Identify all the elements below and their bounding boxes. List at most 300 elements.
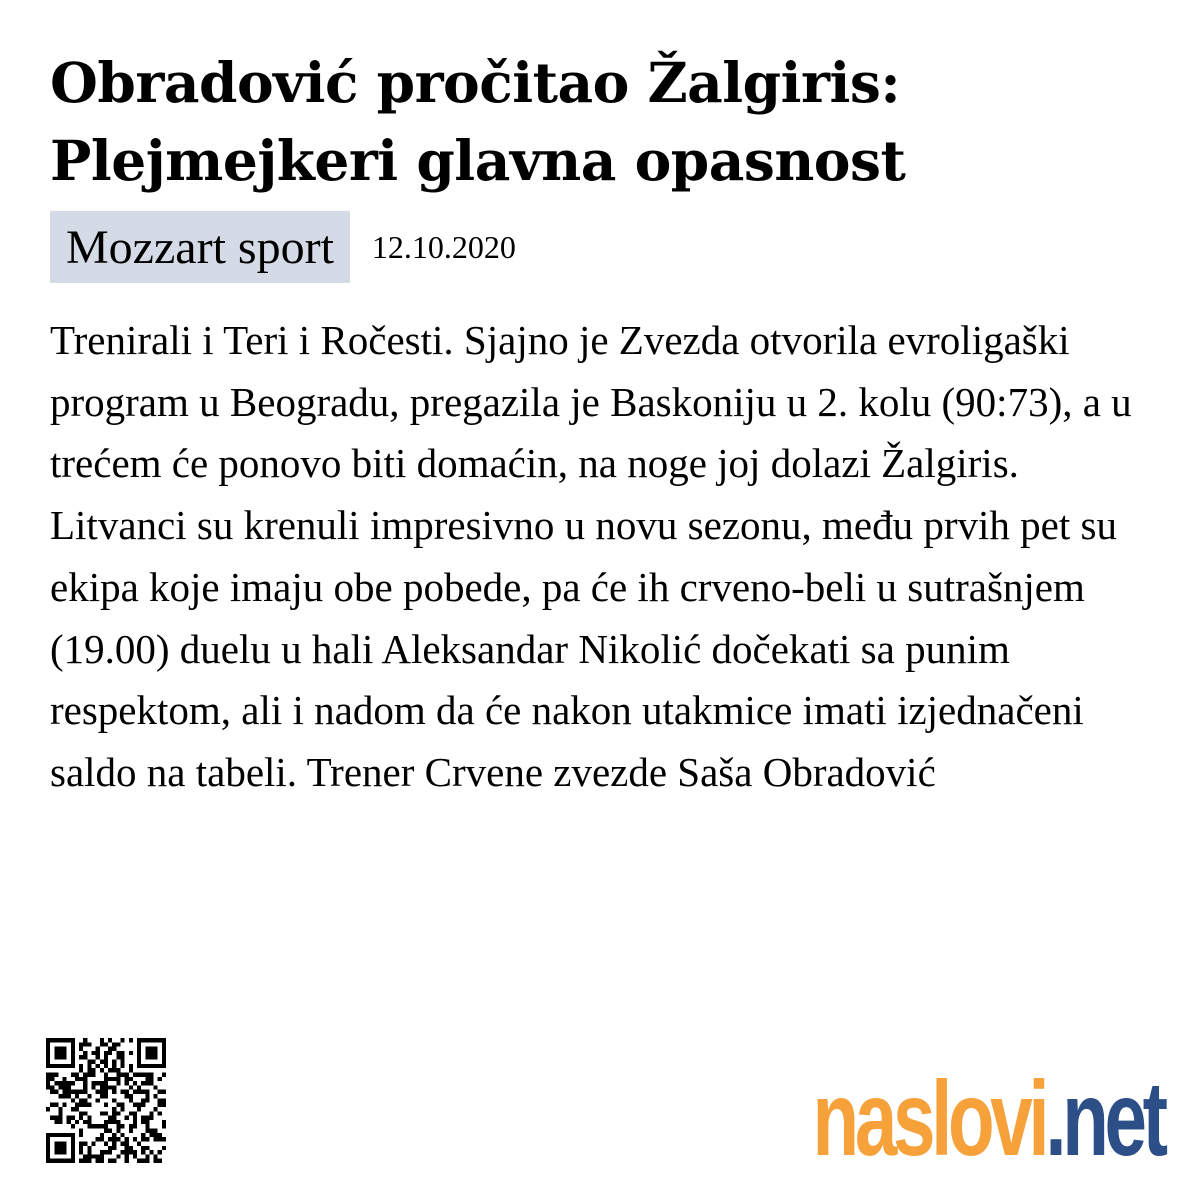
qr-module (79, 1133, 83, 1137)
qr-module (141, 1150, 145, 1154)
qr-module (129, 1068, 133, 1072)
qr-module (162, 1098, 166, 1102)
qr-module (96, 1090, 100, 1094)
qr-module (87, 1103, 91, 1107)
qr-module (46, 1077, 50, 1081)
qr-module (92, 1124, 96, 1128)
qr-module (83, 1081, 87, 1085)
qr-module (100, 1060, 104, 1064)
qr-module (71, 1124, 75, 1128)
qr-module (79, 1111, 83, 1115)
qr-module (63, 1081, 67, 1085)
qr-module (137, 1103, 141, 1107)
qr-module (112, 1077, 116, 1081)
qr-module (129, 1064, 133, 1068)
qr-module (92, 1072, 96, 1076)
qr-module (100, 1137, 104, 1141)
qr-module (87, 1064, 91, 1068)
qr-module (162, 1090, 166, 1094)
qr-module (145, 1098, 149, 1102)
qr-module (46, 1085, 50, 1089)
qr-module (87, 1159, 91, 1163)
qr-module (162, 1146, 166, 1150)
qr-module (141, 1072, 145, 1076)
qr-module (87, 1116, 91, 1120)
qr-module (120, 1090, 124, 1094)
qr-module (87, 1094, 91, 1098)
qr-module (46, 1107, 50, 1111)
qr-module (87, 1120, 91, 1124)
qr-module (120, 1103, 124, 1107)
qr-module (87, 1124, 91, 1128)
qr-module (133, 1090, 137, 1094)
qr-module (116, 1111, 120, 1115)
qr-module (112, 1064, 116, 1068)
qr-module (137, 1141, 141, 1145)
qr-module (108, 1077, 112, 1081)
qr-module (129, 1124, 133, 1128)
qr-module (79, 1042, 83, 1046)
qr-module (141, 1137, 145, 1141)
qr-module (71, 1116, 75, 1120)
qr-module (116, 1137, 120, 1141)
qr-module (87, 1042, 91, 1046)
qr-module (120, 1107, 124, 1111)
qr-module (129, 1051, 133, 1055)
qr-module (125, 1154, 129, 1158)
qr-module (120, 1055, 124, 1059)
qr-module (58, 1111, 62, 1115)
qr-module (79, 1129, 83, 1133)
qr-module (96, 1124, 100, 1128)
qr-module (79, 1141, 83, 1145)
qr-module (116, 1081, 120, 1085)
qr-module (154, 1137, 158, 1141)
qr-module (79, 1116, 83, 1120)
qr-module (133, 1103, 137, 1107)
qr-module (67, 1081, 71, 1085)
qr-module (58, 1081, 62, 1085)
qr-module (141, 1120, 145, 1124)
qr-module (79, 1068, 83, 1072)
qr-module (71, 1081, 75, 1085)
qr-module (79, 1103, 83, 1107)
qr-module (58, 1116, 62, 1120)
qr-module (54, 1103, 58, 1107)
qr-module (125, 1146, 129, 1150)
qr-module (129, 1085, 133, 1089)
qr-module (112, 1116, 116, 1120)
qr-module (149, 1072, 153, 1076)
qr-module (87, 1068, 91, 1072)
qr-module (129, 1038, 133, 1042)
qr-module (71, 1090, 75, 1094)
qr-module (79, 1159, 83, 1163)
qr-module (120, 1150, 124, 1154)
qr-module (120, 1124, 124, 1128)
qr-module (108, 1146, 112, 1150)
qr-module (83, 1098, 87, 1102)
qr-module (100, 1094, 104, 1098)
qr-module (50, 1090, 54, 1094)
qr-module (50, 1072, 54, 1076)
qr-module (71, 1107, 75, 1111)
qr-module (54, 1081, 58, 1085)
qr-module (116, 1068, 120, 1072)
qr-module (100, 1090, 104, 1094)
qr-module (87, 1154, 91, 1158)
qr-module (116, 1154, 120, 1158)
qr-module (162, 1103, 166, 1107)
qr-module (112, 1141, 116, 1145)
qr-module (104, 1090, 108, 1094)
qr-module (125, 1094, 129, 1098)
qr-module (112, 1098, 116, 1102)
qr-module (149, 1081, 153, 1085)
qr-module (96, 1159, 100, 1163)
qr-module (141, 1090, 145, 1094)
qr-module (108, 1116, 112, 1120)
qr-module (83, 1103, 87, 1107)
qr-module (96, 1051, 100, 1055)
headline-line-1: Obradović pročitao Žalgiris: (50, 50, 901, 115)
qr-module (129, 1146, 133, 1150)
qr-module (145, 1081, 149, 1085)
qr-module (125, 1159, 129, 1163)
qr-module (104, 1060, 108, 1064)
qr-module (120, 1038, 124, 1042)
qr-module (133, 1081, 137, 1085)
logo-text-naslovi: naslovi (812, 1060, 1046, 1178)
qr-module (145, 1116, 149, 1120)
qr-module (104, 1150, 108, 1154)
qr-module (87, 1060, 91, 1064)
qr-module (79, 1047, 83, 1051)
qr-module (83, 1141, 87, 1145)
qr-module (75, 1103, 79, 1107)
qr-module (58, 1094, 62, 1098)
qr-module (46, 1072, 50, 1076)
qr-code-icon[interactable] (46, 1038, 166, 1163)
qr-module (75, 1107, 79, 1111)
qr-module (149, 1150, 153, 1154)
qr-module (112, 1120, 116, 1124)
qr-module (92, 1154, 96, 1158)
qr-module (141, 1116, 145, 1120)
qr-module (141, 1103, 145, 1107)
qr-module (133, 1116, 137, 1120)
qr-module (162, 1120, 166, 1124)
qr-module (120, 1051, 124, 1055)
qr-module (158, 1133, 162, 1137)
qr-module (100, 1154, 104, 1158)
qr-module (116, 1129, 120, 1133)
qr-module (58, 1120, 62, 1124)
qr-module (100, 1133, 104, 1137)
qr-finder-top-right (137, 1038, 166, 1068)
qr-module (137, 1072, 141, 1076)
qr-module (158, 1137, 162, 1141)
source-badge[interactable]: Mozzart sport (50, 211, 350, 283)
qr-module (120, 1141, 124, 1145)
qr-module (112, 1047, 116, 1051)
qr-module (83, 1090, 87, 1094)
qr-module (129, 1098, 133, 1102)
qr-module (83, 1077, 87, 1081)
naslovi-net-logo[interactable] (812, 1060, 1164, 1178)
qr-module (58, 1107, 62, 1111)
qr-module (145, 1090, 149, 1094)
qr-module (100, 1159, 104, 1163)
qr-module (92, 1060, 96, 1064)
qr-module (120, 1064, 124, 1068)
qr-module (50, 1077, 54, 1081)
qr-module (133, 1120, 137, 1124)
qr-module (67, 1116, 71, 1120)
qr-module (79, 1146, 83, 1150)
qr-module (133, 1150, 137, 1154)
qr-module (133, 1072, 137, 1076)
qr-module (83, 1154, 87, 1158)
qr-module (50, 1085, 54, 1089)
qr-module (79, 1090, 83, 1094)
qr-module (112, 1068, 116, 1072)
qr-module (158, 1077, 162, 1081)
qr-module (145, 1154, 149, 1158)
qr-module (108, 1129, 112, 1133)
qr-module (125, 1116, 129, 1120)
qr-module (125, 1081, 129, 1085)
qr-module (112, 1090, 116, 1094)
qr-module (112, 1111, 116, 1115)
qr-module (71, 1098, 75, 1102)
qr-module (100, 1038, 104, 1042)
qr-module (75, 1090, 79, 1094)
qr-module (116, 1124, 120, 1128)
qr-module (46, 1081, 50, 1085)
qr-module (87, 1146, 91, 1150)
qr-module (158, 1090, 162, 1094)
qr-module (75, 1120, 79, 1124)
qr-module (112, 1060, 116, 1064)
qr-module (104, 1072, 108, 1076)
qr-module (83, 1120, 87, 1124)
qr-module (137, 1090, 141, 1094)
qr-module (120, 1133, 124, 1137)
qr-module (112, 1085, 116, 1089)
qr-module (100, 1085, 104, 1089)
qr-module (71, 1072, 75, 1076)
qr-module (79, 1055, 83, 1059)
qr-module (100, 1111, 104, 1115)
qr-module (145, 1124, 149, 1128)
qr-module (129, 1077, 133, 1081)
logo-text-dot: . (1045, 1060, 1063, 1178)
qr-module (116, 1077, 120, 1081)
qr-module (154, 1085, 158, 1089)
qr-module (145, 1072, 149, 1076)
qr-module (145, 1094, 149, 1098)
qr-module (162, 1137, 166, 1141)
qr-module (92, 1051, 96, 1055)
qr-module (108, 1051, 112, 1055)
qr-module (129, 1111, 133, 1115)
qr-module (104, 1120, 108, 1124)
qr-module (79, 1150, 83, 1154)
qr-module (100, 1150, 104, 1154)
qr-module (83, 1055, 87, 1059)
qr-module (92, 1085, 96, 1089)
qr-module (158, 1111, 162, 1115)
qr-module (67, 1085, 71, 1089)
qr-module (108, 1150, 112, 1154)
qr-module (162, 1072, 166, 1076)
qr-module (133, 1154, 137, 1158)
qr-module (129, 1094, 133, 1098)
qr-module (133, 1124, 137, 1128)
qr-module (67, 1094, 71, 1098)
qr-module (120, 1060, 124, 1064)
qr-module (133, 1137, 137, 1141)
qr-module (145, 1137, 149, 1141)
qr-module (112, 1133, 116, 1137)
qr-module (67, 1120, 71, 1124)
qr-module (54, 1120, 58, 1124)
qr-module (112, 1159, 116, 1163)
qr-module (108, 1120, 112, 1124)
qr-module (154, 1094, 158, 1098)
qr-module (108, 1038, 112, 1042)
qr-module (137, 1107, 141, 1111)
qr-module (96, 1098, 100, 1102)
qr-module (108, 1085, 112, 1089)
qr-module (141, 1133, 145, 1137)
qr-module (100, 1068, 104, 1072)
article-body: Trenirali i Teri i Ročesti. Sjajno je Zvezda otvorila evroligaški program u Beogradu, pregazila je Baskoniju u 2. kolu (90:73), a u trećem će ponovo biti domaćin, na noge joj dolazi Žalgiris. Litvanci su krenuli impresivno u novu sezonu, među prvih pet su ekipa koje imaju obe pobede, pa će ih crveno-beli u sutrašnjem (19.00) duelu u hali Aleksandar Nikolić dočekati sa punim respektom, ali i nadom da će nakon utakmice imati izjednačeni saldo na tabeli. Trener Crvene zvezde Saša Obradović (50, 310, 1155, 804)
qr-module (141, 1159, 145, 1163)
headline-line-2: Plejmejkeri glavna opasnost (50, 128, 906, 193)
qr-module (149, 1111, 153, 1115)
qr-module (92, 1141, 96, 1145)
qr-module (112, 1146, 116, 1150)
article-meta (50, 211, 516, 283)
qr-module (154, 1129, 158, 1133)
logo-text-net: net (1062, 1060, 1164, 1178)
qr-module (79, 1064, 83, 1068)
qr-module (58, 1085, 62, 1089)
qr-module (158, 1150, 162, 1154)
qr-module (96, 1137, 100, 1141)
qr-module (92, 1081, 96, 1085)
qr-module (145, 1077, 149, 1081)
qr-module (87, 1150, 91, 1154)
qr-module (54, 1090, 58, 1094)
qr-module (75, 1094, 79, 1098)
qr-module (83, 1038, 87, 1042)
qr-module (96, 1081, 100, 1085)
qr-module (145, 1159, 149, 1163)
qr-module (63, 1103, 67, 1107)
qr-module (149, 1077, 153, 1081)
qr-module (54, 1116, 58, 1120)
qr-module (149, 1116, 153, 1120)
qr-module (158, 1103, 162, 1107)
qr-module (96, 1055, 100, 1059)
qr-module (112, 1107, 116, 1111)
qr-finder-top-left (46, 1038, 75, 1068)
qr-module (116, 1103, 120, 1107)
qr-module (141, 1098, 145, 1102)
qr-module (75, 1077, 79, 1081)
qr-module (154, 1159, 158, 1163)
qr-module (63, 1077, 67, 1081)
qr-module (104, 1111, 108, 1115)
qr-module (125, 1072, 129, 1076)
qr-module (116, 1042, 120, 1046)
qr-module (83, 1051, 87, 1055)
qr-module (92, 1068, 96, 1072)
qr-module (154, 1107, 158, 1111)
qr-module (75, 1072, 79, 1076)
qr-module (104, 1051, 108, 1055)
qr-module (129, 1150, 133, 1154)
qr-module (104, 1055, 108, 1059)
qr-module (104, 1094, 108, 1098)
qr-module (108, 1047, 112, 1051)
qr-module (79, 1098, 83, 1102)
qr-module (104, 1042, 108, 1046)
qr-module (104, 1077, 108, 1081)
qr-module (104, 1081, 108, 1085)
qr-module (141, 1081, 145, 1085)
qr-module (108, 1137, 112, 1141)
article-headline (50, 44, 1160, 200)
qr-module (83, 1042, 87, 1046)
qr-module (100, 1124, 104, 1128)
publish-date: 12.10.2020 (371, 229, 516, 265)
qr-module (112, 1042, 116, 1046)
qr-module (96, 1047, 100, 1051)
qr-module (83, 1085, 87, 1089)
qr-module (129, 1129, 133, 1133)
qr-module (54, 1072, 58, 1076)
qr-module (100, 1081, 104, 1085)
qr-module (112, 1137, 116, 1141)
qr-module (104, 1141, 108, 1145)
qr-module (104, 1064, 108, 1068)
qr-module (79, 1077, 83, 1081)
qr-module (104, 1085, 108, 1089)
qr-module (104, 1103, 108, 1107)
qr-module (125, 1150, 129, 1154)
qr-module (158, 1098, 162, 1102)
qr-module (125, 1137, 129, 1141)
qr-module (104, 1129, 108, 1133)
qr-module (96, 1154, 100, 1158)
qr-module (145, 1146, 149, 1150)
qr-module (63, 1094, 67, 1098)
qr-finder-bottom-left (46, 1133, 75, 1163)
qr-module (149, 1129, 153, 1133)
qr-module (83, 1111, 87, 1115)
qr-module (87, 1072, 91, 1076)
qr-module (100, 1042, 104, 1046)
qr-module (162, 1124, 166, 1128)
qr-module (63, 1085, 67, 1089)
qr-module (137, 1159, 141, 1163)
qr-module (141, 1146, 145, 1150)
qr-module (116, 1120, 120, 1124)
